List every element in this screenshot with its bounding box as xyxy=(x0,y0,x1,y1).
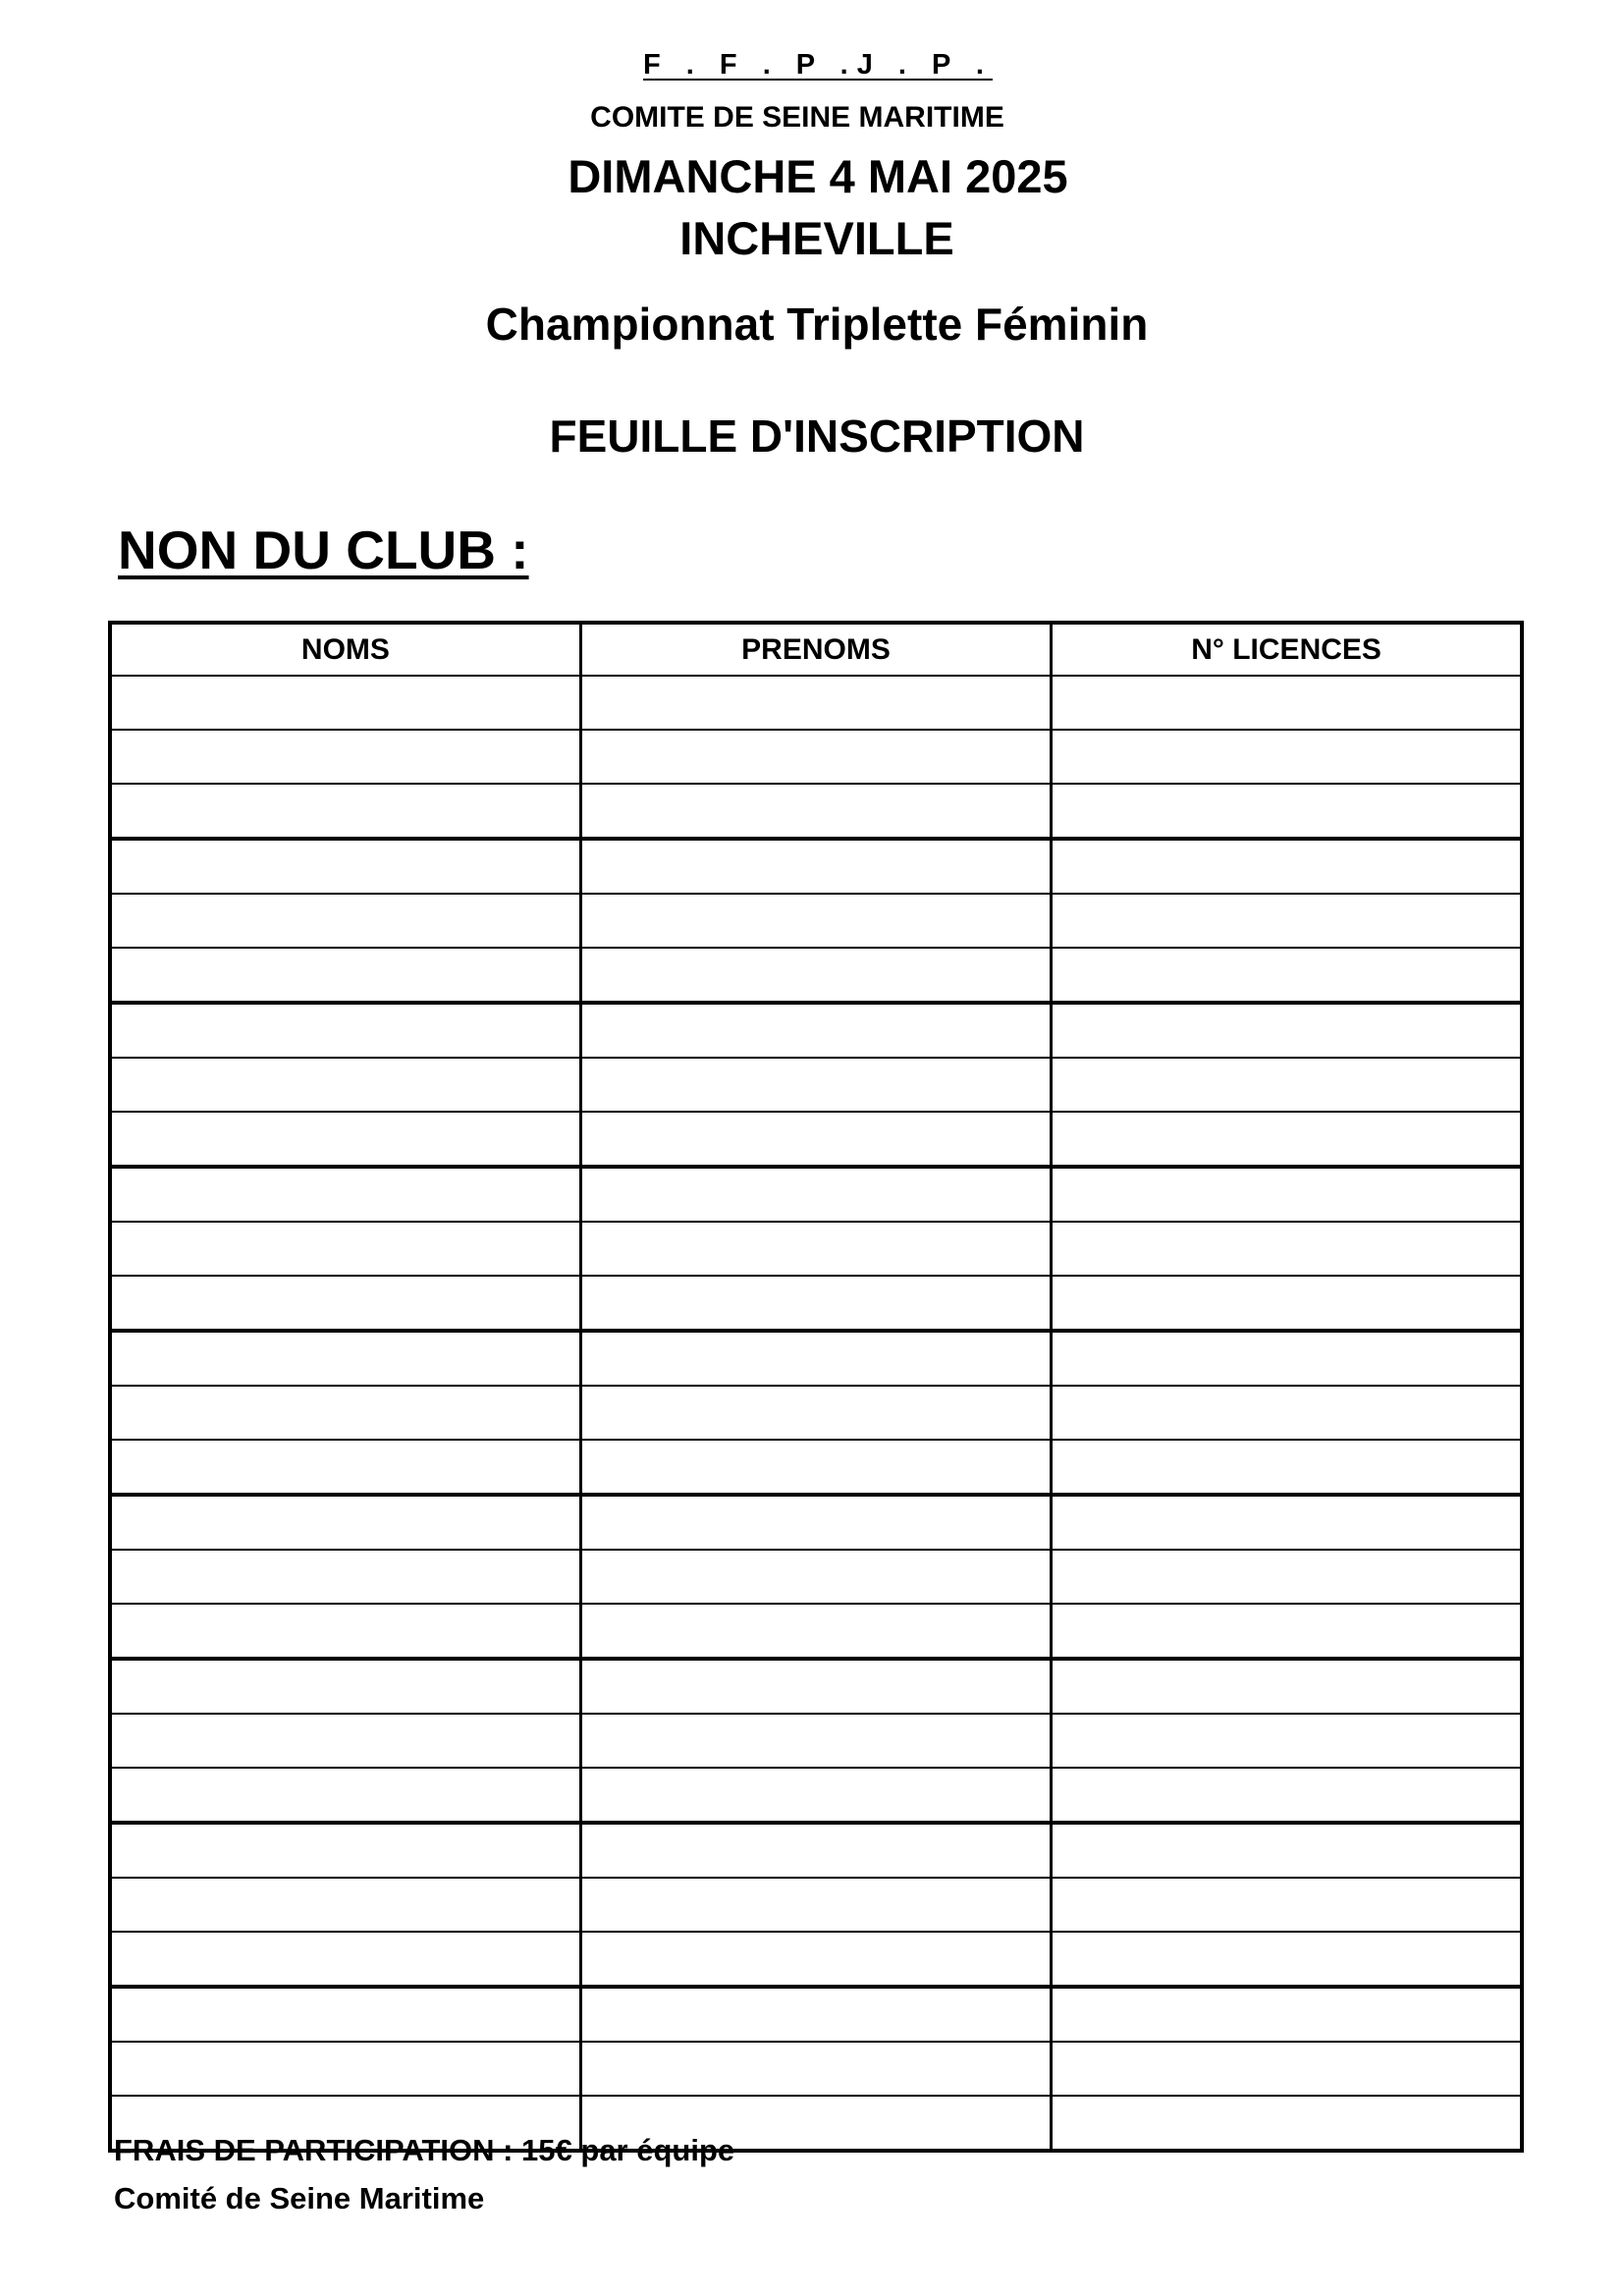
prenom-cell[interactable] xyxy=(580,1276,1051,1331)
prenom-cell[interactable] xyxy=(580,894,1051,948)
licence-cell[interactable] xyxy=(1052,839,1522,894)
table-row xyxy=(110,1495,1522,1550)
nom-cell[interactable] xyxy=(110,1550,580,1604)
nom-cell[interactable] xyxy=(110,1932,580,1987)
licence-cell[interactable] xyxy=(1052,1276,1522,1331)
table-row xyxy=(110,1550,1522,1604)
licence-cell[interactable] xyxy=(1052,1003,1522,1058)
prenom-cell[interactable] xyxy=(580,1987,1051,2042)
licence-cell[interactable] xyxy=(1052,1112,1522,1167)
footer-committee: Comité de Seine Maritime xyxy=(114,2181,485,2215)
event-name: Championnat Triplette Féminin xyxy=(485,299,1149,350)
table-row xyxy=(110,1932,1522,1987)
nom-cell[interactable] xyxy=(110,1440,580,1495)
table-row xyxy=(110,676,1522,730)
nom-cell[interactable] xyxy=(110,1386,580,1440)
prenom-cell[interactable] xyxy=(580,1058,1051,1112)
prenom-cell[interactable] xyxy=(580,1112,1051,1167)
column-header-prenoms: PRENOMS xyxy=(580,623,1051,676)
prenom-cell[interactable] xyxy=(580,1495,1051,1550)
event-date: DIMANCHE 4 MAI 2025 xyxy=(568,150,1068,202)
table-row xyxy=(110,1112,1522,1167)
nom-cell[interactable] xyxy=(110,1987,580,2042)
table-row xyxy=(110,1331,1522,1386)
licence-cell[interactable] xyxy=(1052,894,1522,948)
registration-rows xyxy=(110,676,1522,2151)
prenom-cell[interactable] xyxy=(580,1932,1051,1987)
licence-cell[interactable] xyxy=(1052,1768,1522,1823)
nom-cell[interactable] xyxy=(110,948,580,1003)
licence-cell[interactable] xyxy=(1052,1550,1522,1604)
nom-cell[interactable] xyxy=(110,1604,580,1659)
club-name-label: NON DU CLUB : xyxy=(118,519,529,580)
licence-cell[interactable] xyxy=(1052,1714,1522,1768)
table-row xyxy=(110,1386,1522,1440)
table-row xyxy=(110,1003,1522,1058)
licence-cell[interactable] xyxy=(1052,1222,1522,1276)
table-row xyxy=(110,1276,1522,1331)
table-row xyxy=(110,1167,1522,1222)
licence-cell[interactable] xyxy=(1052,1058,1522,1112)
nom-cell[interactable] xyxy=(110,730,580,784)
licence-cell[interactable] xyxy=(1052,1167,1522,1222)
licence-cell[interactable] xyxy=(1052,1440,1522,1495)
nom-cell[interactable] xyxy=(110,1878,580,1932)
nom-cell[interactable] xyxy=(110,1112,580,1167)
prenom-cell[interactable] xyxy=(580,1222,1051,1276)
table-row xyxy=(110,948,1522,1003)
registration-table xyxy=(108,621,1524,2153)
nom-cell[interactable] xyxy=(110,1167,580,1222)
table-row xyxy=(110,1440,1522,1495)
licence-cell[interactable] xyxy=(1052,1823,1522,1878)
licence-cell[interactable] xyxy=(1052,1604,1522,1659)
committee-title: COMITE DE SEINE MARITIME xyxy=(590,101,1004,134)
table-header-row xyxy=(110,623,1522,676)
nom-cell[interactable] xyxy=(110,839,580,894)
table-row xyxy=(110,1714,1522,1768)
prenom-cell[interactable] xyxy=(580,1714,1051,1768)
federation-title: F . F . P .J . P . xyxy=(643,49,993,81)
prenom-cell[interactable] xyxy=(580,1386,1051,1440)
nom-cell[interactable] xyxy=(110,1276,580,1331)
licence-cell[interactable] xyxy=(1052,1659,1522,1714)
table-row xyxy=(110,1222,1522,1276)
prenom-cell[interactable] xyxy=(580,1550,1051,1604)
prenom-cell[interactable] xyxy=(580,784,1051,839)
licence-cell[interactable] xyxy=(1052,1932,1522,1987)
prenom-cell[interactable] xyxy=(580,1823,1051,1878)
sheet-title: FEUILLE D'INSCRIPTION xyxy=(549,410,1085,462)
prenom-cell[interactable] xyxy=(580,1440,1051,1495)
table-row xyxy=(110,839,1522,894)
event-location: INCHEVILLE xyxy=(679,212,954,264)
nom-cell[interactable] xyxy=(110,1003,580,1058)
nom-cell[interactable] xyxy=(110,784,580,839)
table-row xyxy=(110,1058,1522,1112)
licence-cell[interactable] xyxy=(1052,676,1522,730)
licence-cell[interactable] xyxy=(1052,784,1522,839)
prenom-cell[interactable] xyxy=(580,2042,1051,2096)
column-header-noms: NOMS xyxy=(110,623,580,676)
table-row xyxy=(110,1768,1522,1823)
nom-cell[interactable] xyxy=(110,1495,580,1550)
table-row xyxy=(110,784,1522,839)
licence-cell[interactable] xyxy=(1052,1331,1522,1386)
nom-cell[interactable] xyxy=(110,1222,580,1276)
licence-cell[interactable] xyxy=(1052,2096,1522,2151)
prenom-cell[interactable] xyxy=(580,839,1051,894)
nom-cell[interactable] xyxy=(110,894,580,948)
licence-cell[interactable] xyxy=(1052,1878,1522,1932)
nom-cell[interactable] xyxy=(110,2042,580,2096)
licence-cell[interactable] xyxy=(1052,730,1522,784)
table-row xyxy=(110,1659,1522,1714)
prenom-cell[interactable] xyxy=(580,1659,1051,1714)
column-header-licences: N° LICENCES xyxy=(1052,623,1522,676)
prenom-cell[interactable] xyxy=(580,1878,1051,1932)
prenom-cell[interactable] xyxy=(580,1167,1051,1222)
table-row xyxy=(110,730,1522,784)
table-row xyxy=(110,1878,1522,1932)
licence-cell[interactable] xyxy=(1052,1495,1522,1550)
licence-cell[interactable] xyxy=(1052,1386,1522,1440)
nom-cell[interactable] xyxy=(110,1768,580,1823)
prenom-cell[interactable] xyxy=(580,1003,1051,1058)
prenom-cell[interactable] xyxy=(580,1604,1051,1659)
nom-cell[interactable] xyxy=(110,1823,580,1878)
nom-cell[interactable] xyxy=(110,1331,580,1386)
prenom-cell[interactable] xyxy=(580,1768,1051,1823)
table-row xyxy=(110,2042,1522,2096)
nom-cell[interactable] xyxy=(110,1058,580,1112)
licence-cell[interactable] xyxy=(1052,2042,1522,2096)
participation-fee: FRAIS DE PARTICIPATION : 15€ par équipe xyxy=(114,2133,735,2167)
table-row xyxy=(110,1604,1522,1659)
nom-cell[interactable] xyxy=(110,1659,580,1714)
licence-cell[interactable] xyxy=(1052,948,1522,1003)
prenom-cell[interactable] xyxy=(580,676,1051,730)
table-row xyxy=(110,1987,1522,2042)
table-row xyxy=(110,894,1522,948)
table-row xyxy=(110,1823,1522,1878)
prenom-cell[interactable] xyxy=(580,730,1051,784)
nom-cell[interactable] xyxy=(110,676,580,730)
licence-cell[interactable] xyxy=(1052,1987,1522,2042)
prenom-cell[interactable] xyxy=(580,948,1051,1003)
nom-cell[interactable] xyxy=(110,1714,580,1768)
prenom-cell[interactable] xyxy=(580,1331,1051,1386)
